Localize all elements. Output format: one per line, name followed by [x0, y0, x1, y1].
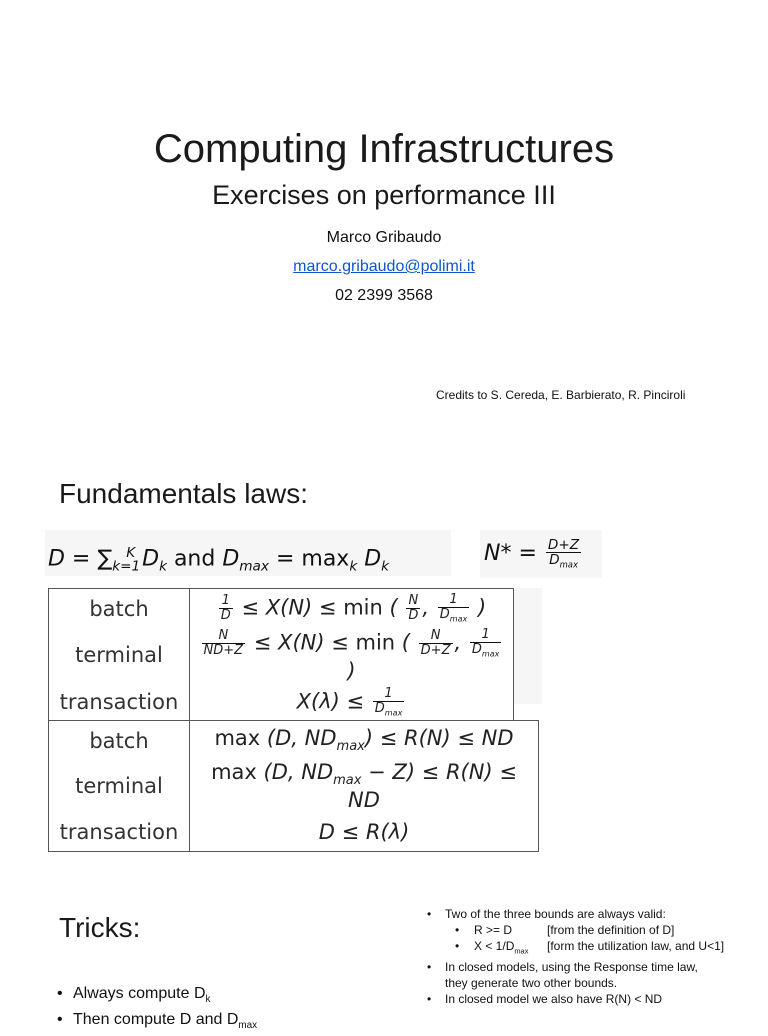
table-row [49, 589, 514, 629]
table-row [49, 721, 539, 761]
throughput-bounds-table [48, 588, 514, 723]
phone-number: 02 2399 3568 [335, 287, 433, 304]
table-row [49, 812, 539, 852]
response-time-bounds-table [48, 720, 539, 852]
note-left: X < 1/D [474, 939, 515, 953]
table-row [49, 683, 514, 723]
row-label-transaction: transaction [49, 812, 190, 852]
note-left: R >= D [474, 923, 513, 937]
author-name: Marco Gribaudo [326, 229, 442, 246]
row-label-transaction: transaction [49, 683, 190, 723]
email-link-row [0, 258, 768, 276]
trick-text: Then compute D and D [73, 1011, 239, 1028]
throughput-bound-transaction: X(λ) ≤ $\frac{1}{D_{max}}$ [296, 685, 403, 718]
list-item: • Always compute $D_k$ [57, 984, 257, 1010]
table-row [49, 628, 514, 683]
note-right: [form the utilization law, and U<1] [547, 939, 725, 953]
throughput-bound-terminal: $\frac{N}{ND+Z}$ ≤ X(N) ≤ min ( $\frac{N}{D+Z}$ , $\frac{1}{D_{max}}$ ) [203, 627, 500, 683]
list-item: • Two of the three bounds are always valid: [425, 906, 724, 922]
response-bound-batch: max (D, $ND_{max}) \le R(N)$ ≤ ND [214, 726, 514, 755]
throughput-bound-batch: $\frac{1}{D}$ ≤ X(N) ≤ min ( $\frac{N}{D}$ , $\frac{1}{D_{max}}$ ) [220, 592, 487, 624]
row-label-terminal: terminal [49, 760, 190, 812]
tricks-list [57, 984, 257, 1036]
laws-heading: Fundamentals laws: [59, 478, 309, 509]
list-item [425, 922, 724, 938]
optimal-population-formula: N* = $\frac{D+Z}{D_{max}}$ [480, 530, 602, 578]
demand-formula: $D = \sum_{k=1}^K$ $D_k$ and $D_{max} = \max_k D_k$ [45, 530, 451, 576]
list-item: they generate two other bounds. [445, 976, 618, 991]
list-item: • In closed models, using the Response time law, [425, 959, 724, 975]
table-row [49, 760, 539, 812]
table-shadow [514, 588, 542, 704]
credits-note: Credits to S. Cereda, E. Barbierato, R. Pinciroli [436, 388, 686, 402]
note-right: [from the definition of D] [547, 923, 675, 937]
page-title: Computing Infrastructures [153, 127, 615, 171]
row-label-batch: batch [49, 589, 190, 629]
list-item: • Then compute D and $D_{max}$ [57, 1010, 257, 1036]
row-label-batch: batch [49, 721, 190, 761]
list-item: • In closed model we also have R(N) < ND [425, 991, 724, 1007]
list-item: • $X < 1/D_{max}$ [form the utilization law, and U<1] [425, 938, 724, 959]
row-label-terminal: terminal [49, 628, 190, 683]
response-bound-transaction: D ≤ R(λ) [318, 819, 410, 844]
tricks-heading: Tricks: [59, 912, 141, 943]
response-bound-terminal: max (D, $ND_{max} - Z) \le R(N)$ ≤ ND [211, 760, 517, 813]
page-subtitle: Exercises on performance III [212, 180, 556, 210]
trick-text: Always compute D [73, 985, 206, 1002]
notes-list [425, 906, 724, 1007]
email-link[interactable]: marco.gribaudo@polimi.it [293, 258, 475, 275]
